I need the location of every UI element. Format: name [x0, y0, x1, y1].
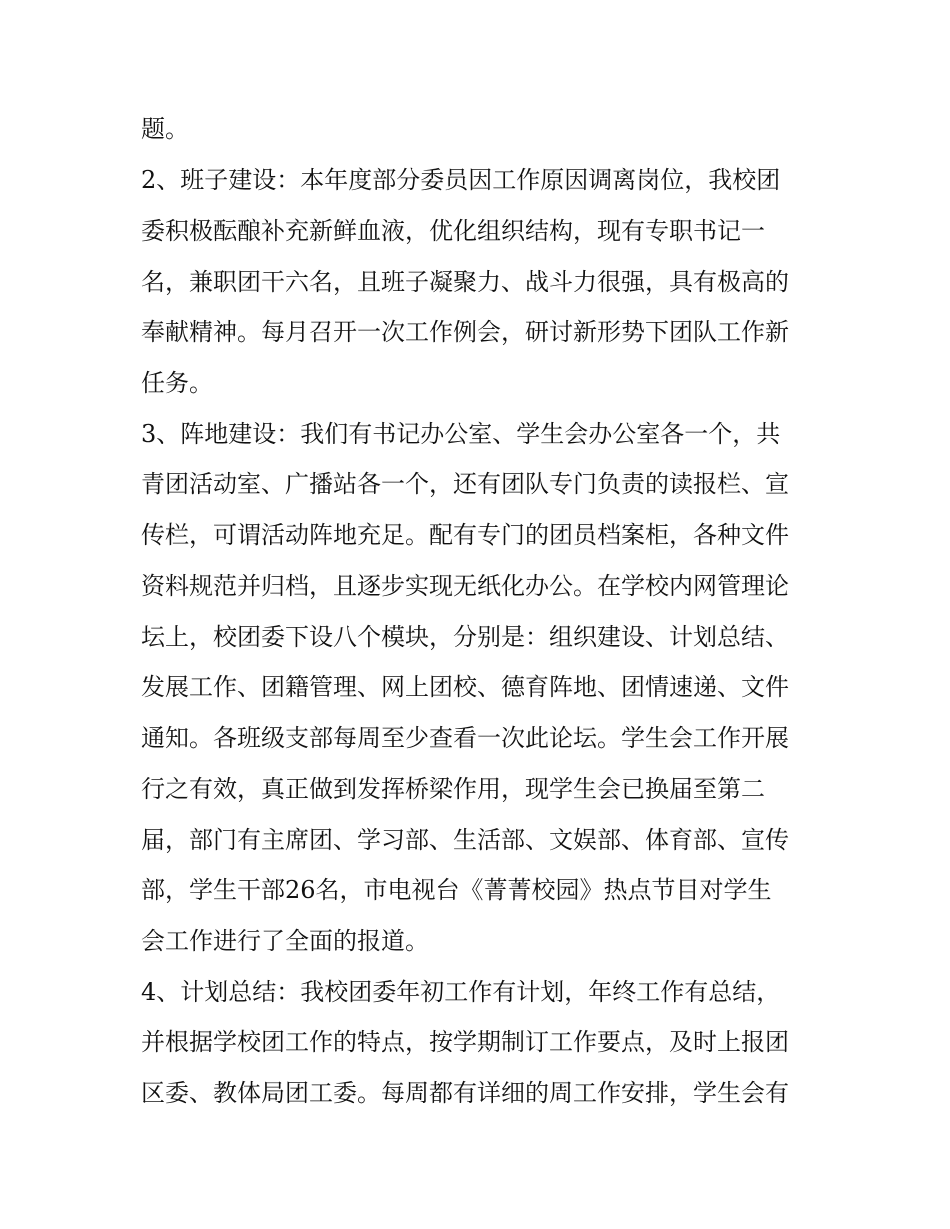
text-line: 届，部门有主席团、学习部、生活部、文娱部、体育部、宣传 [141, 826, 789, 854]
text-line: 4、计划总结：我校团委年初工作有计划，年终工作有总结， [141, 978, 781, 1006]
text-line: 并根据学校团工作的特点，按学期制订工作要点，及时上报团 [141, 1028, 789, 1056]
text-line: 奉献精神。每月召开一次工作例会，研讨新形势下团队工作新 [141, 318, 789, 346]
text-line: 坛上，校团委下设八个模块，分别是：组织建设、计划总结、 [141, 623, 789, 651]
text-line: 委积极酝酿补充新鲜血液，优化组织结构，现有专职书记一 [141, 217, 765, 245]
text-line: 会工作进行了全面的报道。 [141, 927, 429, 955]
text-line: 传栏，可谓活动阵地充足。配有专门的团员档案柜，各种文件 [141, 521, 789, 549]
text-line: 部，学生干部26名，市电视台《菁菁校园》热点节目对学生 [141, 876, 772, 904]
text-line: 名，兼职团干六名，且班子凝聚力、战斗力很强，具有极高的 [141, 268, 789, 296]
text-line: 3、阵地建设：我们有书记办公室、学生会办公室各一个，共 [141, 420, 781, 448]
text-line: 2、班子建设：本年度部分委员因工作原因调离岗位，我校团 [141, 166, 781, 194]
text-line: 行之有效，真正做到发挥桥梁作用，现学生会已换届至第二 [141, 775, 765, 803]
text-line: 任务。 [141, 369, 213, 397]
text-line: 发展工作、团籍管理、网上团校、德育阵地、团情速递、文件 [141, 673, 789, 701]
text-line: 题。 [141, 115, 189, 143]
text-line: 青团活动室、广播站各一个，还有团队专门负责的读报栏、宣 [141, 470, 789, 498]
text-line: 区委、教体局团工委。每周都有详细的周工作安排，学生会有 [141, 1079, 789, 1107]
text-line: 通知。各班级支部每周至少查看一次此论坛。学生会工作开展 [141, 724, 789, 752]
text-line: 资料规范并归档，且逐步实现无纸化办公。在学校内网管理论 [141, 572, 789, 600]
